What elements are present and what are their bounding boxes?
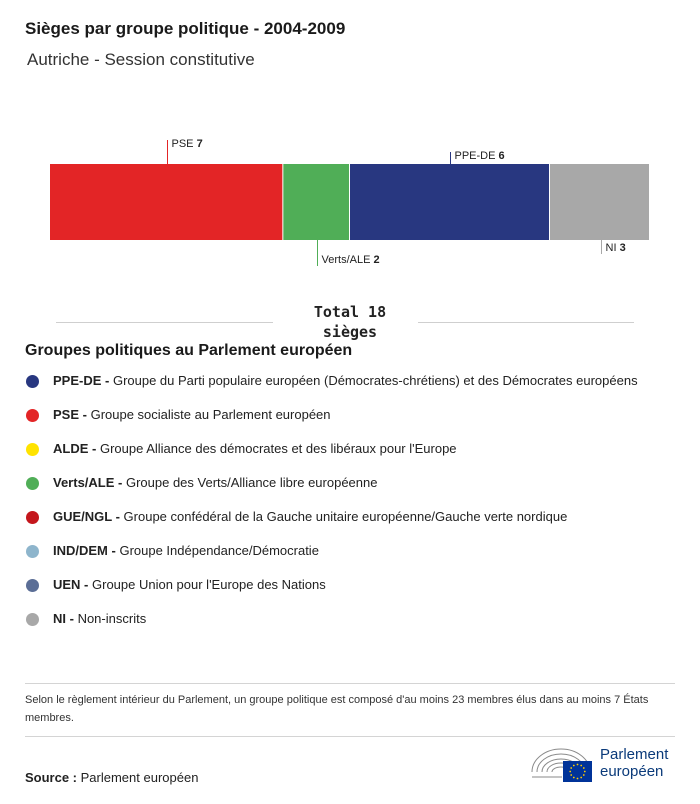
legend-desc: Groupe Indépendance/Démocratie: [115, 543, 319, 558]
legend-desc: Non-inscrits: [73, 611, 147, 626]
data-label: PPE-DE 6: [454, 150, 505, 162]
legend-color-dot: [26, 613, 39, 626]
stacked-bar-chart: [0, 130, 700, 280]
legend-color-dot: [26, 579, 39, 592]
source-value: Parlement européen: [77, 770, 199, 785]
legend-item: [25, 576, 645, 594]
legend-desc: Groupe Alliance des démocrates et des libéraux pour l'Europe: [96, 441, 457, 456]
total-divider-left: [56, 322, 273, 323]
data-label: Verts/ALE 2: [321, 254, 380, 266]
logo-line1: Parlement: [600, 746, 669, 763]
legend-abbr: GUE/NGL -: [53, 509, 120, 524]
legend-abbr: UEN -: [53, 577, 89, 592]
source-label: Source :: [25, 770, 78, 785]
legend-color-dot: [26, 511, 39, 524]
total-divider-right: [418, 322, 634, 323]
legend-desc: Groupe du Parti populaire européen (Démocrates-chrétiens) et des Démocrates européens: [109, 373, 638, 388]
footnote: Selon le règlement intérieur du Parlement, un groupe politique est composé d'au moins 23 membres élus dans au moins 7 États membres.: [25, 694, 649, 724]
legend-abbr: Verts/ALE -: [53, 475, 123, 490]
legend-abbr: ALDE -: [53, 441, 97, 456]
bar-segment-ppe-de: [350, 164, 549, 240]
total-seats: [276, 302, 424, 342]
data-label: PSE 7: [171, 138, 203, 150]
logo-line2: européen: [600, 763, 664, 780]
legend-color-dot: [26, 477, 39, 490]
bar-segment-pse: [50, 164, 282, 240]
legend-item: [25, 372, 645, 390]
legend-desc: Groupe Union pour l'Europe des Nations: [88, 577, 326, 592]
legend-abbr: NI -: [53, 611, 74, 626]
legend-desc: Groupe socialiste au Parlement européen: [86, 407, 331, 422]
legend-abbr: PPE-DE -: [53, 373, 110, 388]
chart-title: Sièges par groupe politique - 2004-2009: [25, 19, 346, 38]
parliament-logo: [528, 744, 678, 786]
divider: [25, 683, 675, 684]
parliament-hemicycle-eu-flag-icon: [528, 744, 594, 786]
legend-item: [25, 440, 645, 458]
legend-color-dot: [26, 375, 39, 388]
data-label: NI 3: [605, 242, 626, 254]
legend-item: [25, 610, 645, 628]
legend-abbr: IND/DEM -: [53, 543, 116, 558]
legend-abbr: PSE -: [53, 407, 87, 422]
legend-item: [25, 406, 645, 424]
legend-item: [25, 474, 645, 492]
legend-item: [25, 542, 645, 560]
legend-desc: Groupe des Verts/Alliance libre européenne: [122, 475, 378, 490]
divider: [25, 736, 675, 737]
legend-desc: Groupe confédéral de la Gauche unitaire européenne/Gauche verte nordique: [119, 509, 568, 524]
logo-text: [600, 746, 668, 780]
legend-color-dot: [26, 443, 39, 456]
chart-subtitle: Autriche - Session constitutive: [27, 50, 255, 69]
legend-color-dot: [26, 409, 39, 422]
legend: [25, 372, 645, 644]
legend-item: [25, 508, 645, 526]
source: [25, 770, 198, 785]
bar-segment-ni: [550, 164, 649, 240]
total-seats-line1: Total 18: [313, 303, 387, 321]
bar-segment-verts-ale: [283, 164, 349, 240]
total-seats-line2: sièges: [322, 323, 378, 341]
legend-color-dot: [26, 545, 39, 558]
legend-title: Groupes politiques au Parlement européen: [25, 342, 353, 359]
